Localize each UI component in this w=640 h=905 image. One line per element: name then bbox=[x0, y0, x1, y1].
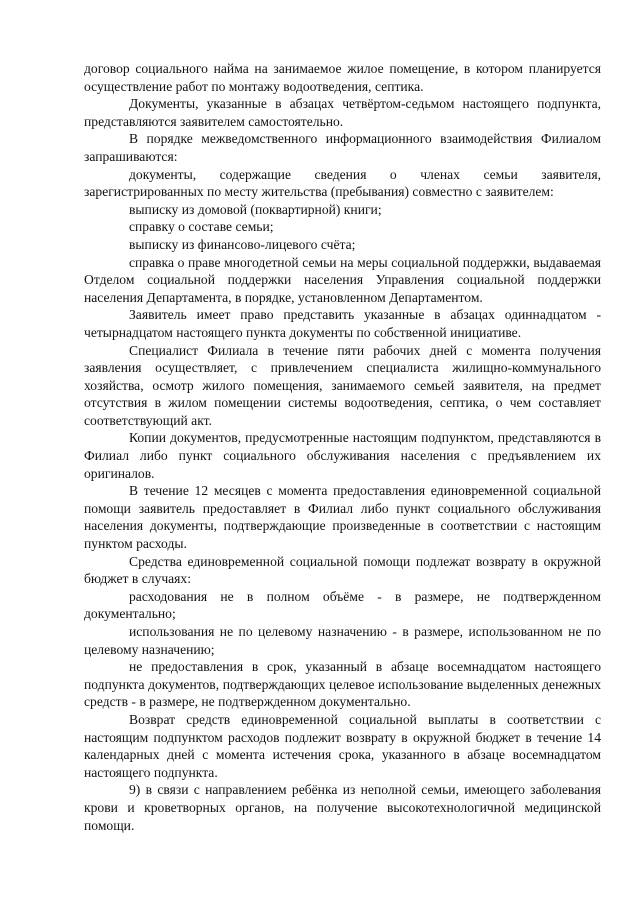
paragraph-8: справка о праве многодетной семьи на меры социальной поддержки, выдаваемая Отделом социальной поддержки населения Управления социальной поддержки населения Департамента, в порядке, установленном Департаментом. bbox=[84, 254, 601, 305]
document-page bbox=[84, 60, 601, 834]
paragraph-16: не предоставления в срок, указанный в абзаце восемнадцатом настоящего подпункта документов, подтверждающих целевое использование выделенных денежных средств - в размере, не подтвержденном документально. bbox=[84, 659, 601, 710]
paragraph-6: справку о составе семьи; bbox=[129, 219, 274, 235]
paragraph-3: В порядке межведомственного информационного взаимодействия Филиалом запрашиваются: bbox=[84, 131, 601, 164]
paragraph-7: выписку из финансово-лицевого счёта; bbox=[129, 236, 356, 252]
paragraph-10: Специалист Филиала в течение пяти рабочих дней с момента получения заявления осуществляет, с привлечением специалиста жилищно-коммунального хозяйства, осмотр жилого помещения, занимаемого семьей заявителя, на предмет отсутствия в жилом помещении системы водоотведения, септика, о чем составляет соответствующий акт. bbox=[84, 342, 601, 428]
paragraph-2: Документы, указанные в абзацах четвёртом-седьмом настоящего подпункта, представляются заявителем самостоятельно. bbox=[84, 96, 601, 129]
paragraph-12: В течение 12 месяцев с момента предоставления единовременной социальной помощи заявитель предоставляет в Филиал либо пункт социального обслуживания населения документы, подтверждающие произведенные в соответствии с настоящим пунктом расходы. bbox=[84, 483, 601, 552]
paragraph-14: расходования не в полном объёме - в размере, не подтвержденном документально; bbox=[84, 588, 601, 622]
paragraph-11: Копии документов, предусмотренные настоящим подпунктом, представляются в Филиал либо пункт социального обслуживания населения с предъявлением их оригиналов. bbox=[84, 430, 601, 481]
paragraph-15: использования не по целевому назначению - в размере, использованном не по целевому назначению; bbox=[84, 624, 601, 657]
paragraph-1: договор социального найма на занимаемое жилое помещение, в котором планируется осуществление работ по монтажу водоотведения, септика. bbox=[84, 61, 601, 94]
paragraph-9: Заявитель имеет право представить указанные в абзацах одиннадцатом - четырнадцатом настоящего пункта документы по собственной инициативе. bbox=[84, 307, 601, 340]
paragraph-17: Возврат средств единовременной социальной выплаты в соответствии с настоящим подпунктом расходов подлежит возврату в окружной бюджет в течение 14 календарных дней с момента истечения срока, указанного в абзаце восемнадцатом настоящего подпункта. bbox=[84, 711, 601, 780]
paragraph-18: 9) в связи с направлением ребёнка из неполной семьи, имеющего заболевания крови и кроветворных органов, на получение высокотехнологичной медицинской помощи. bbox=[84, 782, 601, 833]
paragraph-5: выписку из домовой (поквартирной) книги; bbox=[129, 201, 382, 217]
paragraph-4: документы, содержащие сведения о членах семьи заявителя, зарегистрированных по месту жительства (пребывания) совместно с заявителем: bbox=[84, 166, 601, 200]
paragraph-13: Средства единовременной социальной помощи подлежат возврату в окружной бюджет в случаях: bbox=[84, 553, 601, 587]
